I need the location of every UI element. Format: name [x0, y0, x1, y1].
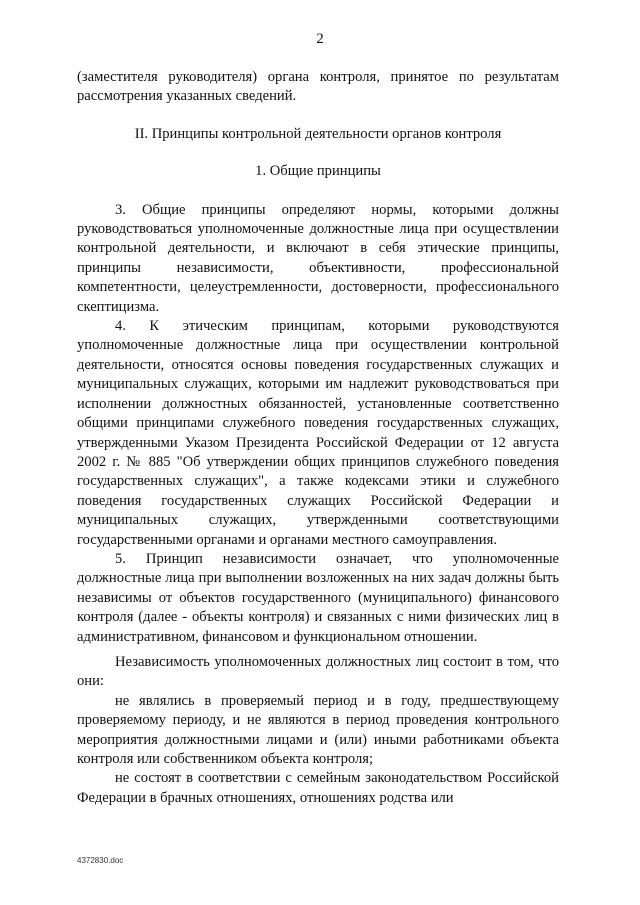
page-number: 2: [316, 31, 324, 47]
subsection-heading: 1. Общие принципы: [255, 163, 381, 180]
paragraph-independence: Независимость уполномоченных должностных лиц состоит в том, что они:: [77, 653, 559, 690]
paragraph-continuation: (заместителя руководителя) органа контроля, принятое по результатам рассмотрения указанных сведений.: [77, 69, 559, 105]
paragraph-item-4: 4. К этическим принципам, которыми руководствуются уполномоченные должностные лица при осуществлении контрольной деятельности, относятся основы поведения государственных служащих и муниципальных служащих, которыми им надлежит руководствоваться при исполнении должностных обязанностей, установленные соответственно общими принципами служебного поведения государственных служащих, утвержденными Указом Президента Российской Федерации от 12 августа 2002 г. № 885 "Об утверждении общих принципов служебного поведения государственных служащих", а также кодексами этики и служебного поведения государственных служащих Российской Федерации и муниципальных служащих, утвержденными соответствующими государственными органами и органами местного самоуправления.: [77, 318, 559, 548]
paragraph-item-3: 3. Общие принципы определяют нормы, которыми должны руководствоваться уполномоченные должностные лица при осуществлении контрольной деятельности, и включают в себя этические принципы, принципы независимости, объективности, профессиональной компетентности, целеустремленности, достоверности, профессионального скептицизма.: [77, 201, 559, 315]
document-footer: 4372830.doc: [77, 856, 124, 865]
paragraph-condition-2: не состоят в соответствии с семейным законодательством Российской Федерации в брачных отношениях, отношениях родства или: [77, 770, 559, 806]
document-body: [77, 68, 559, 808]
paragraph-condition-1: не являлись в проверяемый период и в году, предшествующему проверяемому периоду, и не являются в период проведения контрольного мероприятия должностными лицами и (или) иными работниками объекта контроля или собственником объекта контроля;: [77, 692, 559, 767]
paragraph-item-5: 5. Принцип независимости означает, что уполномоченные должностные лица при выполнении возложенных на них задач должны быть независимы от объектов государственного (муниципального) финансового контроля (далее - объекты контроля) и связанных с ними физических лиц в административном, финансовом и функциональном отношении.: [77, 550, 559, 645]
section-heading: II. Принципы контрольной деятельности органов контроля: [134, 125, 502, 142]
